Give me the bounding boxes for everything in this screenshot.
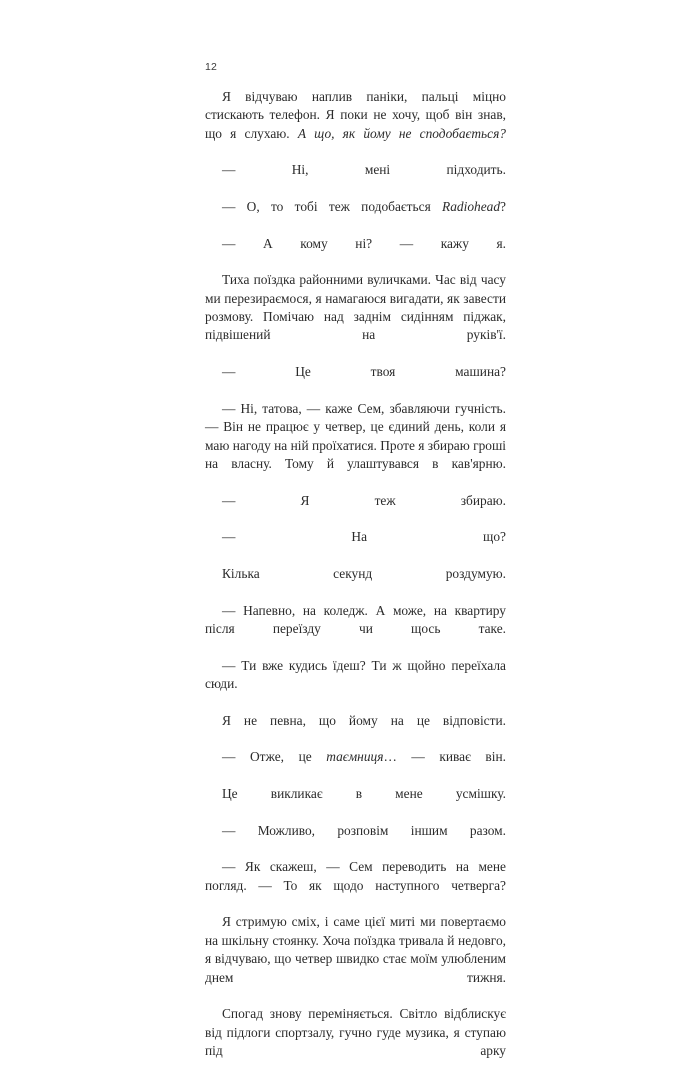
paragraph <box>205 712 506 749</box>
paragraph <box>205 657 506 712</box>
text-run: … — киває він. <box>383 749 506 765</box>
paragraph <box>205 88 506 161</box>
text-run: Тиха поїздка районними вуличками. Час від часу ми перезираємося, я намагаюся вигадати, як завести розмову. Помічаю над заднім сидінням піджак, підвішений на руків'ї. <box>205 272 506 343</box>
text-run: Це викликає в мене усмішку. <box>222 786 506 802</box>
text-run: — Отже, це <box>222 749 327 765</box>
text-run: — А кому ні? — кажу я. <box>222 235 506 251</box>
text-run: — Напевно, на коледж. А може, на квартиру після переїзду чи щось таке. <box>205 602 506 636</box>
text-run: — Ти вже кудись їдеш? Ти ж щойно переїхала сюди. <box>205 657 506 691</box>
paragraph <box>205 565 506 602</box>
text-run: — Я теж збираю. <box>222 492 506 508</box>
text-run: — Як скажеш, — Сем переводить на мене погляд. — То як щодо наступного четверга? <box>205 859 506 893</box>
italic-run: А що, як йому не сподобається? <box>297 125 506 141</box>
text-run: Я відчуваю наплив паніки, пальці міцно стискають телефон. Я поки не хочу, щоб він знав, що я слухаю. <box>205 89 506 141</box>
text-run: — О, то тобі теж подобається <box>222 199 443 215</box>
page-number: 12 <box>205 61 218 73</box>
italic-run: таємниця <box>326 749 384 765</box>
text-run: Я не певна, що йому на це відповісти. <box>222 712 506 728</box>
paragraph <box>205 492 506 529</box>
text-run: — Ні, татова, — каже Сем, збавляючи гучність. — Він не працює у четвер, це єдиний день, коли я маю нагоду на ній проїхатися. Проте я збираю гроші на власну. Тому й улаштувався в кав'ярню. <box>205 400 506 471</box>
paragraph <box>205 528 506 565</box>
text-run: — Ні, мені підходить. <box>222 162 506 178</box>
text-run: Кілька секунд роздумую. <box>222 565 506 581</box>
paragraph <box>205 161 506 198</box>
text-run: Я стримую сміх, і саме цієї миті ми повертаємо на шкільну стоянку. Хоча поїздка тривала й недовго, я відчуваю, що четвер швидко стає моїм улюбленим днем тижня. <box>205 914 506 985</box>
paragraph <box>205 785 506 822</box>
text-run: — Це твоя машина? <box>222 364 506 380</box>
italic-run: Radiohead <box>442 199 501 215</box>
paragraph <box>205 271 506 363</box>
paragraph <box>205 913 506 1005</box>
text-run: ? <box>500 199 506 215</box>
paragraph <box>205 602 506 657</box>
paragraph <box>205 400 506 492</box>
paragraph <box>205 1005 506 1078</box>
text-run: Спогад знову переміняється. Світло відблискує від підлоги спортзалу, гучно гуде музика, я ступаю під арку <box>205 1006 506 1058</box>
paragraph <box>205 822 506 859</box>
paragraph <box>205 235 506 272</box>
paragraph <box>205 858 506 913</box>
paragraph <box>205 748 506 785</box>
paragraph <box>205 198 506 235</box>
paragraph <box>205 363 506 400</box>
text-run: — Можливо, розповім іншим разом. <box>222 822 506 838</box>
page-text-block <box>205 88 506 1079</box>
text-run: — На що? <box>222 529 506 545</box>
